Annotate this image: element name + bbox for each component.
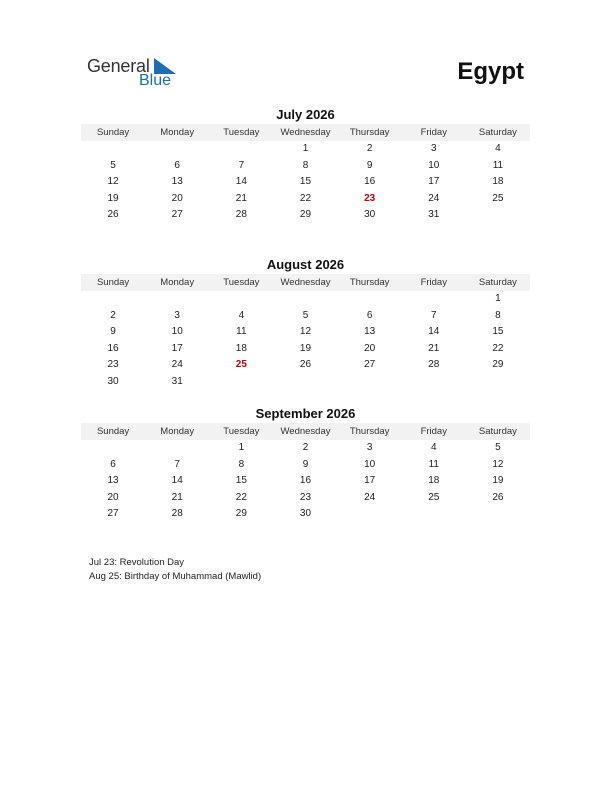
month-calendar: [81, 106, 530, 224]
day-cell: 4: [238, 309, 245, 321]
day-cell: 1: [495, 293, 501, 304]
weekday-header: [81, 423, 530, 440]
country-title: Egypt: [457, 58, 524, 85]
day-cell: 2: [366, 143, 373, 154]
day-cell: 14: [235, 176, 247, 187]
weekday-label: Thursday: [349, 127, 390, 138]
day-cell: 29: [299, 209, 312, 220]
day-cell: 8: [302, 159, 309, 171]
weekday-label: Tuesday: [223, 426, 260, 437]
week-row: [81, 191, 530, 208]
empty-cell: [209, 141, 273, 158]
holiday-notes: [89, 556, 261, 584]
day-cell: 3: [430, 143, 437, 154]
logo-text-blue: Blue: [139, 72, 172, 89]
week-row: [81, 308, 530, 325]
day-cell: 18: [428, 475, 440, 486]
month-title: August 2026: [266, 257, 345, 272]
day-cell: 2: [110, 309, 116, 321]
day-cell: 23: [299, 491, 312, 503]
weekday-label: Saturday: [478, 277, 517, 288]
day-cell: 8: [238, 458, 245, 470]
week-row: [81, 506, 530, 523]
empty-cell: [338, 506, 402, 523]
day-cell: 7: [174, 458, 180, 470]
day-cell: 29: [235, 508, 247, 519]
day-cell: 6: [366, 309, 373, 321]
day-cell: 3: [174, 309, 180, 321]
day-cell: 9: [366, 159, 373, 171]
holiday-note: Aug 25: Birthday of Muhammad (Mawlid): [89, 571, 262, 582]
day-cell: 26: [299, 359, 312, 370]
weekday-label: Thursday: [349, 426, 390, 437]
day-cell: 30: [107, 375, 119, 387]
week-row: [81, 440, 530, 457]
empty-cell: [466, 506, 530, 523]
day-cell: 6: [110, 458, 116, 470]
day-cell: 9: [110, 326, 116, 337]
day-cell: 27: [107, 508, 119, 519]
empty-cell: [81, 440, 145, 457]
week-row: [81, 324, 530, 341]
empty-cell: [273, 291, 337, 308]
week-row: [81, 158, 530, 175]
day-cell: 17: [171, 342, 183, 354]
empty-cell: [81, 291, 145, 308]
day-cell: 24: [428, 192, 440, 204]
day-cell: 7: [430, 309, 437, 321]
day-cell: 12: [492, 458, 504, 470]
week-row: [81, 490, 530, 507]
weekday-label: Friday: [420, 277, 447, 288]
day-cell: 17: [428, 176, 440, 187]
empty-cell: [273, 374, 337, 391]
day-cell: 20: [107, 491, 119, 503]
weekday-label: Sunday: [96, 127, 130, 138]
day-cell: 2: [302, 442, 309, 453]
day-cell: 23: [364, 192, 376, 204]
weekday-label: Saturday: [478, 426, 517, 437]
weekday-label: Sunday: [96, 426, 130, 437]
day-cell: 30: [299, 508, 312, 519]
brand-logo: [87, 56, 187, 92]
day-cell: 12: [107, 176, 119, 187]
day-cell: 8: [495, 309, 501, 321]
day-cell: 22: [492, 342, 504, 354]
week-row: [81, 207, 530, 224]
weekday-label: Friday: [420, 127, 447, 138]
weekday-label: Monday: [160, 426, 195, 437]
weekday-label: Thursday: [349, 277, 390, 288]
day-cell: 25: [492, 192, 504, 204]
day-cell: 20: [364, 342, 376, 354]
day-cell: 29: [492, 359, 504, 370]
month-title: September 2026: [255, 406, 356, 421]
day-cell: 1: [238, 442, 245, 453]
day-cell: 26: [107, 209, 119, 220]
empty-cell: [338, 374, 402, 391]
day-cell: 26: [492, 491, 504, 503]
day-cell: 16: [107, 342, 119, 354]
day-cell: 24: [364, 491, 376, 503]
day-cell: 21: [171, 491, 183, 503]
day-cell: 11: [236, 326, 247, 337]
week-row: [81, 473, 530, 490]
day-cell: 18: [235, 342, 247, 354]
empty-cell: [209, 374, 273, 391]
day-cell: 21: [235, 192, 247, 204]
day-cell: 18: [492, 176, 504, 187]
empty-cell: [402, 374, 466, 391]
logo-text-general: General: [87, 56, 150, 76]
day-cell: 25: [428, 491, 440, 503]
empty-cell: [466, 207, 530, 224]
day-cell: 22: [299, 192, 312, 204]
day-cell: 9: [302, 458, 309, 470]
day-cell: 13: [364, 326, 376, 337]
day-cell: 20: [171, 192, 183, 204]
week-row: [81, 174, 530, 191]
holiday-note: Jul 23: Revolution Day: [89, 557, 185, 568]
day-cell: 1: [302, 143, 309, 154]
day-cell: 14: [428, 326, 440, 337]
day-cell: 30: [364, 209, 376, 220]
empty-cell: [402, 506, 466, 523]
empty-cell: [145, 440, 209, 457]
day-cell: 10: [171, 326, 183, 337]
weekday-label: Tuesday: [223, 127, 260, 138]
day-cell: 15: [299, 176, 312, 187]
day-cell: 12: [299, 326, 312, 337]
day-cell: 27: [364, 359, 376, 370]
day-cell: 16: [299, 475, 312, 486]
week-row: [81, 357, 530, 374]
day-cell: 15: [492, 326, 504, 337]
day-cell: 4: [495, 143, 501, 154]
day-cell: 11: [492, 159, 504, 171]
month-calendar: [81, 405, 530, 523]
day-cell: 13: [107, 475, 119, 486]
empty-cell: [466, 374, 530, 391]
day-cell: 5: [110, 159, 116, 171]
day-cell: 27: [171, 209, 183, 220]
empty-cell: [81, 141, 145, 158]
day-cell: 10: [364, 458, 376, 470]
weekday-label: Monday: [160, 127, 195, 138]
day-cell: 28: [171, 508, 183, 519]
day-cell: 28: [235, 209, 247, 220]
month-title: July 2026: [276, 107, 335, 122]
day-cell: 23: [107, 359, 119, 370]
day-cell: 24: [171, 359, 183, 370]
day-cell: 28: [428, 359, 440, 370]
day-cell: 31: [428, 209, 440, 220]
weekday-label: Friday: [420, 426, 447, 437]
day-cell: 5: [495, 442, 501, 453]
day-cell: 31: [171, 375, 183, 387]
weekday-label: Monday: [160, 277, 195, 288]
empty-cell: [209, 291, 273, 308]
day-cell: 11: [428, 458, 439, 470]
day-cell: 25: [235, 359, 247, 370]
week-row: [81, 374, 530, 391]
weekday-label: Wednesday: [280, 426, 331, 437]
day-cell: 4: [430, 442, 437, 453]
day-cell: 21: [428, 342, 440, 354]
day-cell: 19: [492, 475, 504, 486]
day-cell: 19: [107, 192, 119, 204]
day-cell: 16: [364, 176, 376, 187]
day-cell: 3: [366, 442, 373, 453]
empty-cell: [145, 291, 209, 308]
weekday-label: Sunday: [96, 277, 130, 288]
day-cell: 6: [174, 159, 180, 171]
day-cell: 7: [238, 159, 245, 171]
week-row: [81, 457, 530, 474]
week-row: [81, 291, 530, 308]
weekday-header: [81, 274, 530, 291]
empty-cell: [145, 141, 209, 158]
empty-cell: [338, 291, 402, 308]
day-cell: 15: [235, 475, 247, 486]
day-cell: 22: [235, 491, 247, 503]
week-row: [81, 141, 530, 158]
weekday-label: Wednesday: [280, 127, 331, 138]
empty-cell: [402, 291, 466, 308]
day-cell: 19: [299, 342, 312, 354]
month-calendar: [81, 256, 530, 390]
weekday-header: [81, 124, 530, 141]
weekday-label: Saturday: [478, 127, 517, 138]
weekday-label: Wednesday: [280, 277, 331, 288]
weekday-label: Tuesday: [223, 277, 260, 288]
day-cell: 17: [364, 475, 376, 486]
day-cell: 14: [171, 475, 183, 486]
day-cell: 5: [302, 309, 309, 321]
day-cell: 13: [171, 176, 183, 187]
day-cell: 10: [428, 159, 440, 171]
week-row: [81, 341, 530, 358]
